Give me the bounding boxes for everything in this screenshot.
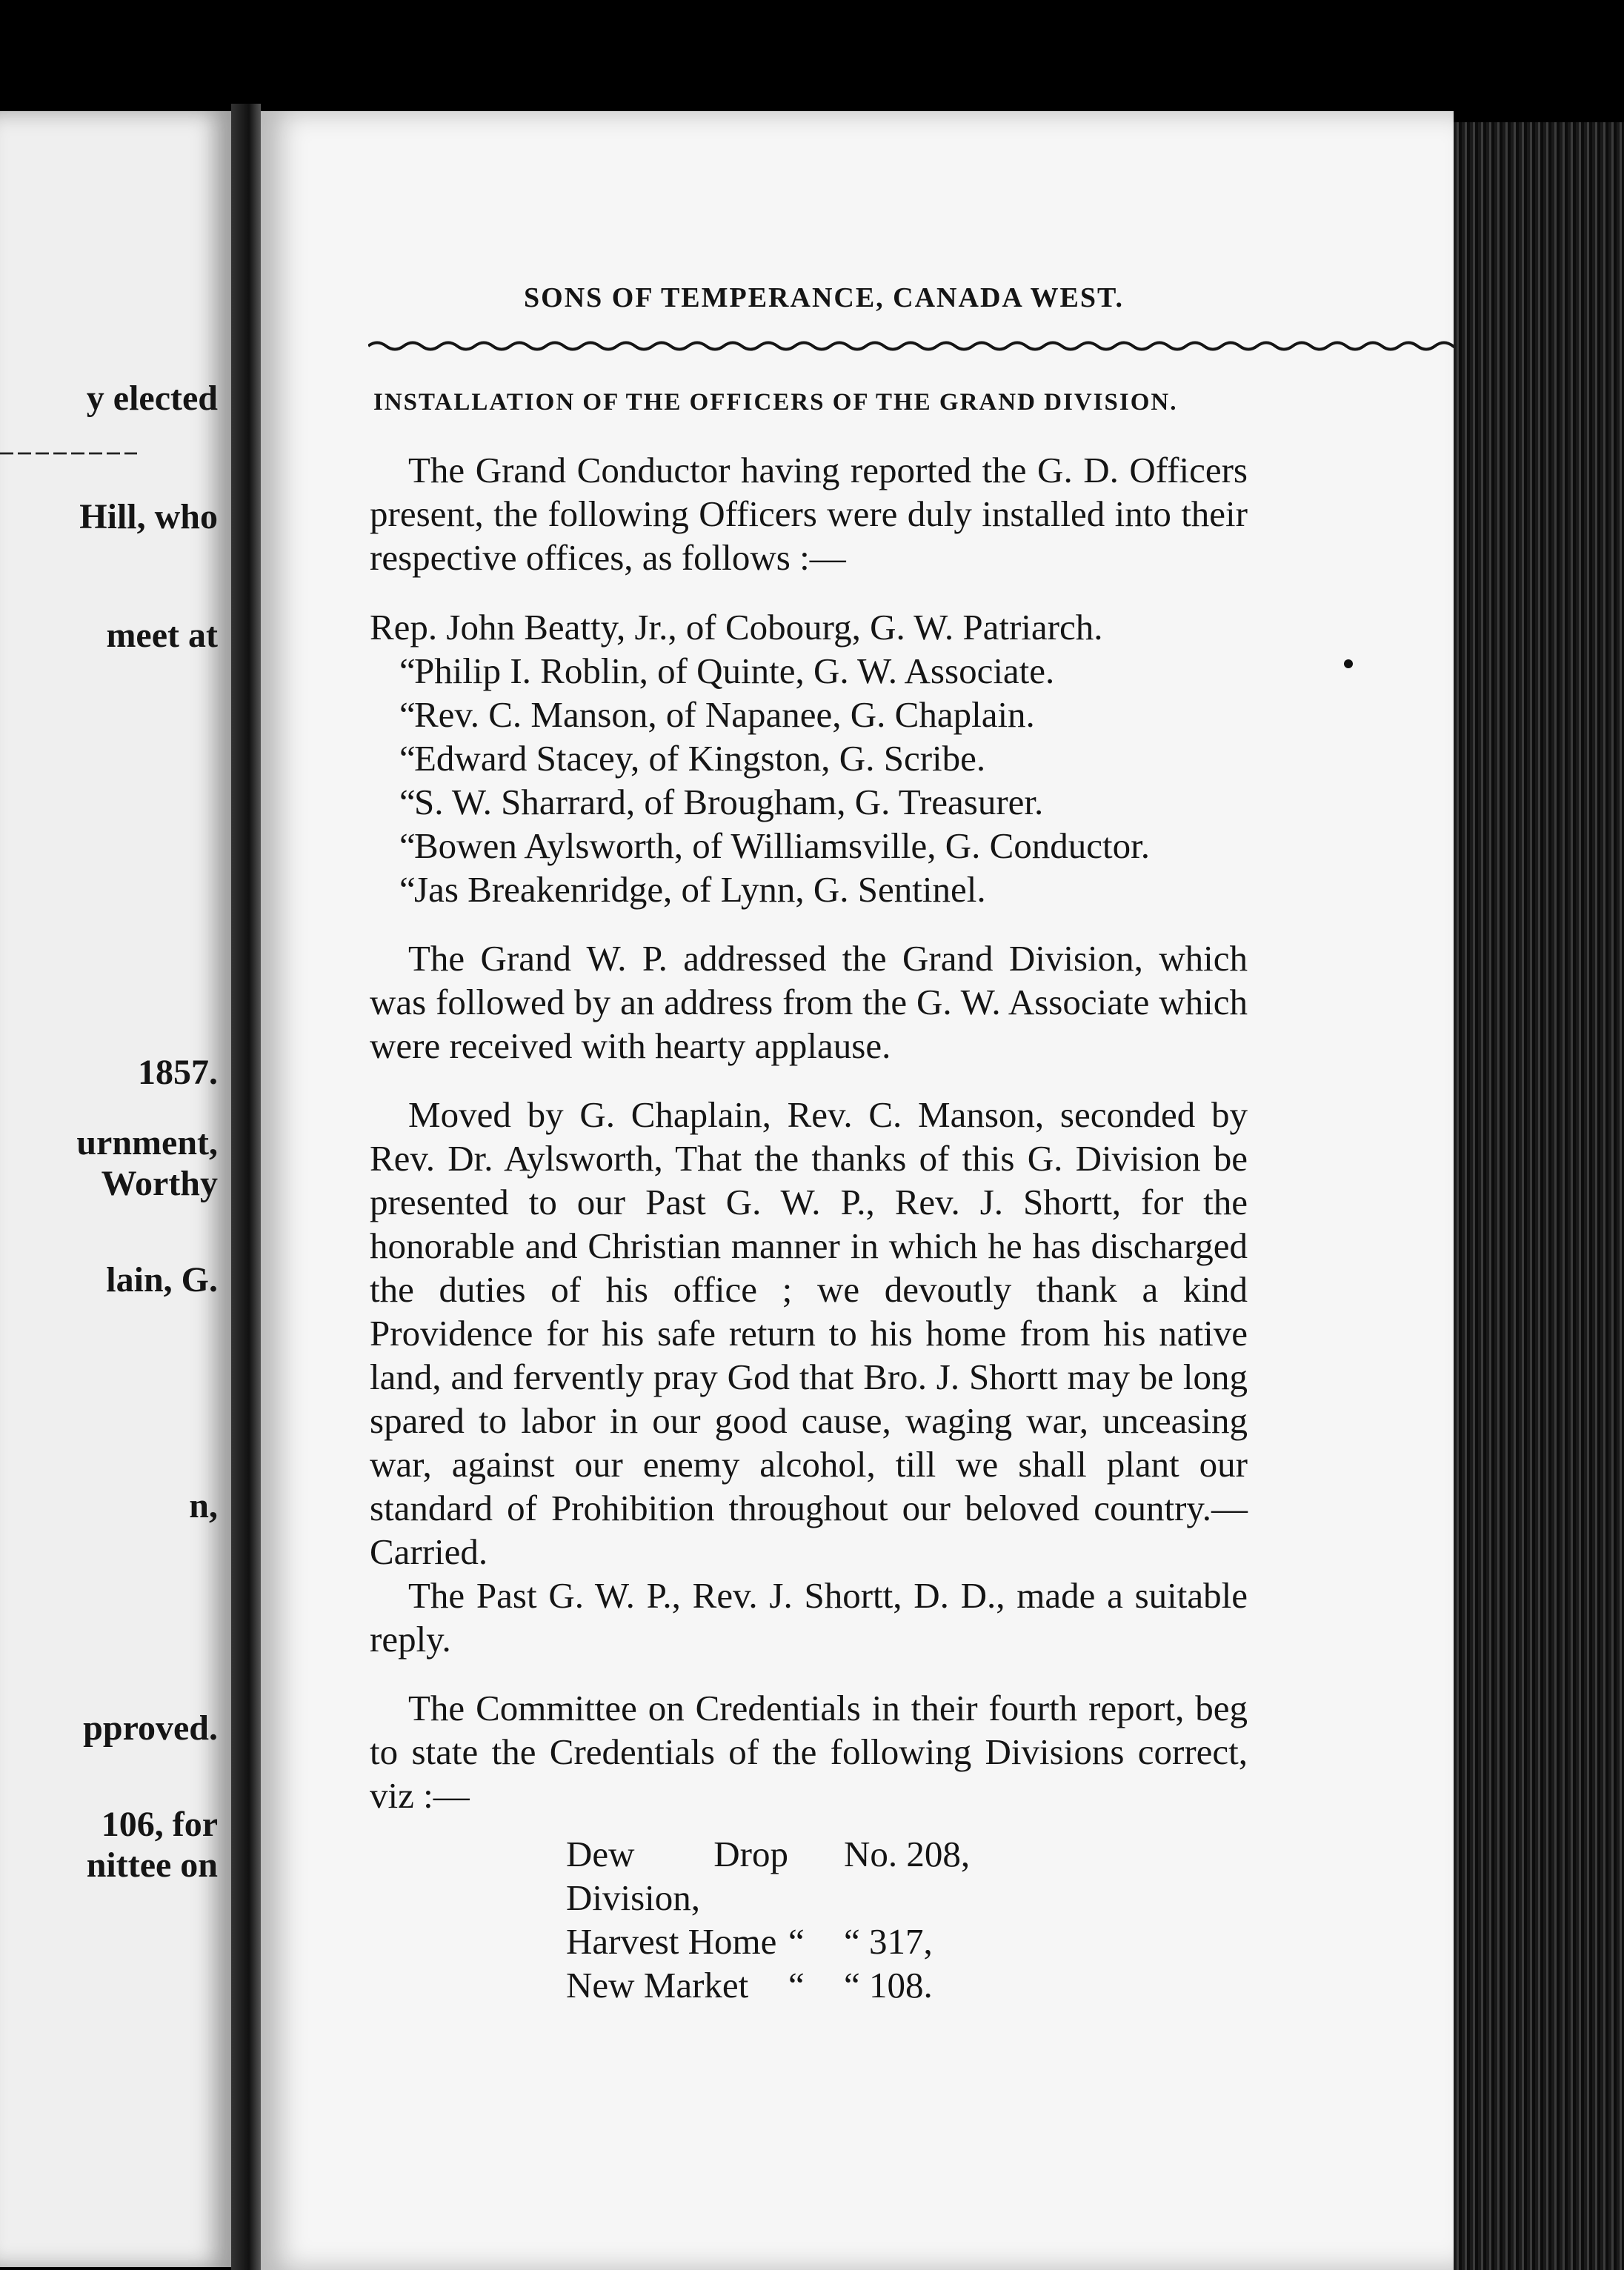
right-page <box>261 111 1454 2270</box>
ditto-mark: “ <box>788 1921 805 1962</box>
division-list <box>370 1832 1248 2007</box>
officer-entry <box>370 693 1248 736</box>
reply-paragraph: The Past G. W. P., Rev. J. Shortt, D. D., made a suitable reply. <box>370 1575 1248 1660</box>
left-page-fragment: nittee on <box>86 1845 218 1885</box>
intro-paragraph: The Grand Conductor having reported the G. D. Officers present, the following Officers were duly installed into their respective offices, as follows :— <box>370 450 1248 578</box>
left-page-fragment: lain, G. <box>106 1260 218 1299</box>
address-paragraph: The Grand W. P. addressed the Grand Division, which was followed by an address from the G. W. Associate which were received with hearty applause. <box>370 938 1248 1066</box>
officer-entry <box>370 649 1248 693</box>
book-page-edges <box>1454 122 1624 2270</box>
officer-entry <box>370 868 1248 911</box>
officer-entry <box>370 780 1248 824</box>
left-facing-page <box>0 111 231 2267</box>
division-number: No. 208, <box>844 1834 971 1874</box>
division-number: “ 317, <box>844 1921 933 1962</box>
running-head-area <box>368 282 1509 341</box>
officer-text: Bowen Aylsworth, of Williamsville, G. Conductor. <box>414 825 1150 866</box>
division-entry <box>370 1832 1248 1920</box>
officer-text: Edward Stacey, of Kingston, G. Scribe. <box>414 738 986 779</box>
officer-text: Rep. John Beatty, Jr., of Cobourg, G. W. Patriarch. <box>370 607 1103 648</box>
officer-text: Rev. C. Manson, of Napanee, G. Chaplain. <box>414 694 1035 735</box>
ditto-mark: “ <box>399 650 416 691</box>
decorative-wavy-rule <box>368 337 1509 355</box>
ditto-mark: “ <box>399 782 416 822</box>
division-name: New Market <box>566 1965 749 2006</box>
body-text <box>370 448 1248 2007</box>
left-page-fragment: 106, for <box>101 1805 218 1844</box>
left-page-fragment: urnment, <box>76 1123 218 1162</box>
officer-list <box>370 605 1248 911</box>
division-entry <box>370 1963 1248 2007</box>
officer-text: Jas Breakenridge, of Lynn, G. Sentinel. <box>414 869 986 910</box>
ditto-mark: “ <box>399 869 416 910</box>
ditto-mark <box>788 1832 844 1920</box>
division-name: Dew Drop Division, <box>566 1834 788 1918</box>
ditto-mark: “ <box>399 825 416 866</box>
left-page-fragment: y elected <box>86 379 218 418</box>
ditto-mark: “ <box>399 694 416 735</box>
left-page-fragment: n, <box>189 1486 218 1525</box>
ditto-mark: “ <box>399 738 416 779</box>
left-page-fragment: 1857. <box>138 1053 218 1092</box>
book-gutter <box>231 104 261 2270</box>
left-page-rule <box>0 448 137 459</box>
section-title: INSTALLATION OF THE OFFICERS OF THE GRAND DIVISION. <box>373 389 1178 416</box>
division-name: Harvest Home <box>566 1921 777 1962</box>
left-page-fragment: meet at <box>106 616 218 655</box>
officer-entry <box>370 605 1248 649</box>
left-page-fragment: pproved. <box>83 1708 218 1748</box>
ink-speck <box>1344 659 1353 668</box>
division-number: “ 108. <box>844 1965 933 2006</box>
officer-entry <box>370 736 1248 780</box>
running-head-title: SONS OF TEMPERANCE, CANADA WEST. <box>524 282 1125 313</box>
motion-paragraph: Moved by G. Chaplain, Rev. C. Manson, seconded by Rev. Dr. Aylsworth, That the thanks of this G. Division be presented to our Past G. W. P., Rev. J. Shortt, for the honorable and Christian manner in which he has discharged the duties of his office ; we devoutly thank a kind Providence for his safe return to his home from his native land, and fervently pray God that Bro. J. Shortt may be long spared to labor in our good cause, waging war, unceasing war, against our enemy alcohol, till we shall plant our standard of Prohibition throughout our beloved country.—Carried. <box>370 1094 1248 1572</box>
officer-entry <box>370 824 1248 868</box>
credentials-paragraph: The Committee on Credentials in their fourth report, beg to state the Credentials of the following Divisions correct, viz :— <box>370 1688 1248 1816</box>
left-page-fragment: Hill, who <box>79 497 218 536</box>
ditto-mark: “ <box>788 1965 805 2006</box>
division-entry <box>370 1920 1248 1963</box>
left-page-fragment: Worthy <box>101 1164 218 1203</box>
officer-text: Philip I. Roblin, of Quinte, G. W. Associate. <box>414 650 1055 691</box>
running-head <box>368 282 1509 341</box>
officer-text: S. W. Sharrard, of Brougham, G. Treasurer. <box>414 782 1044 822</box>
